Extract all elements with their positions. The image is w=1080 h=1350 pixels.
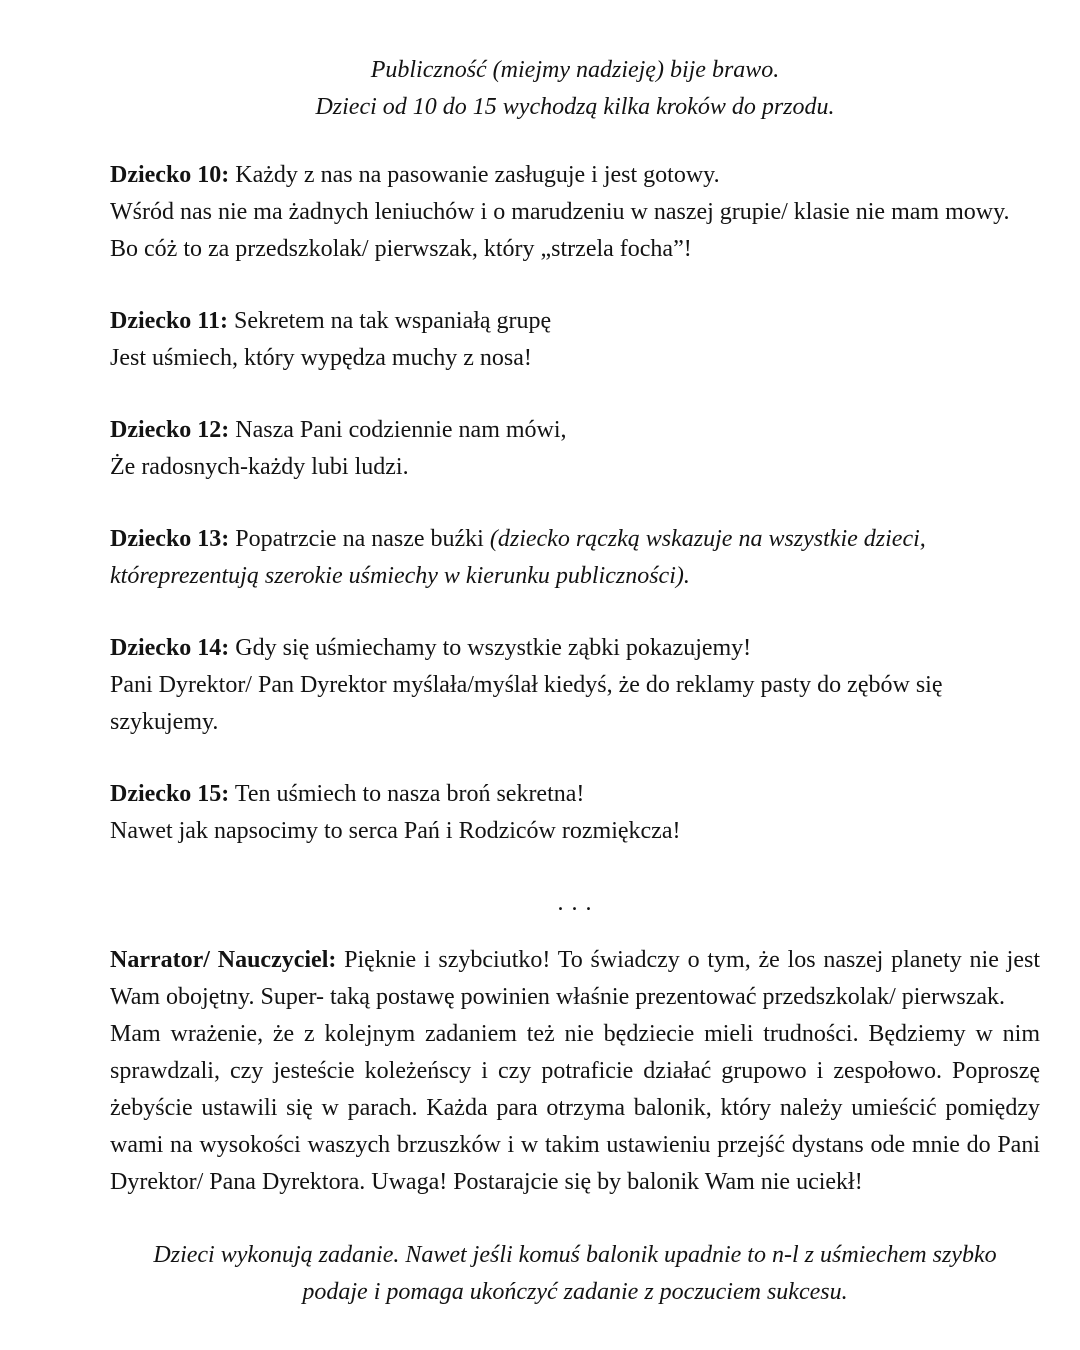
stage-direction-bottom: Dzieci wykonują zadanie. Nawet jeśli komuś balonik upadnie to n-l z uśmiechem szybko podaje i pomaga ukończyć zadanie z poczuciem sukcesu. <box>153 1242 997 1305</box>
narrator-paragraph: Mam wrażenie, że z kolejnym zadaniem też nie będziecie mieli trudności. Będziemy w nim sprawdzali, czy jesteście koleżeńscy i czy potraficie działać grupowo i zespołowo. Poproszę żebyście ustawili się w parach. Każda para otrzyma balonik, który należy umieścić pomiędzy wami na wysokości waszych brzuszków i w takim ustawieniu przejść dystans ode mnie do Pani Dyrektor/ Pana Dyrektora. Uwaga! Postarajcie się by balonik Wam nie uciekł! <box>110 1021 1040 1195</box>
speaker-label: Dziecko 11: <box>110 308 228 334</box>
speaker-label: Narrator/ Nauczyciel: <box>110 947 337 973</box>
speaker-label: Dziecko 13: <box>110 526 230 552</box>
speech-text: Nasza Pani codziennie nam mówi, <box>235 417 567 443</box>
narrator-text: Pięknie i szybciutko! To świadczy o tym, że los naszej planety nie jest Wam obojętny. Super- taką postawę powinien właśnie prezentować przedszkolak/ pierwszak. <box>110 947 1040 1010</box>
speech-line: Nawet jak napsocimy to serca Pań i Rodziców rozmiękcza! <box>110 818 681 844</box>
speech-block-dziecko-14 <box>110 630 1040 741</box>
speaker-label: Dziecko 14: <box>110 635 230 661</box>
speech-line <box>110 776 1040 813</box>
narrator-paragraph <box>110 942 1040 1016</box>
speech-block-dziecko-12 <box>110 412 1040 486</box>
stage-direction-line: Publiczność (miejmy nadzieję) bije brawo. <box>370 57 780 83</box>
speech-block-dziecko-10 <box>110 157 1040 268</box>
speech-line <box>110 630 1040 667</box>
speech-line <box>110 157 1040 194</box>
speech-text: Popatrzcie na nasze buźki <box>235 526 484 552</box>
speech-line: Bo cóż to za przedszkolak/ pierwszak, który „strzela focha”! <box>110 236 692 262</box>
speech-text: Sekretem na tak wspaniałą grupę <box>233 308 552 334</box>
speech-line <box>110 412 1040 449</box>
speech-line: Jest uśmiech, który wypędza muchy z nosa! <box>110 345 532 371</box>
speaker-label: Dziecko 10: <box>110 162 230 188</box>
speech-text: Gdy się uśmiechamy to wszystkie ząbki pokazujemy! <box>235 635 752 661</box>
speech-block-dziecko-11 <box>110 303 1040 377</box>
section-separator-dots: . . . <box>557 890 593 916</box>
speech-block-dziecko-13 <box>110 521 1040 595</box>
stage-direction-line: Dzieci od 10 do 15 wychodzą kilka kroków do przodu. <box>315 94 835 120</box>
narrator-block <box>110 942 1040 1201</box>
speaker-label: Dziecko 12: <box>110 417 230 443</box>
stage-direction-top <box>110 52 1040 126</box>
speech-text: Każdy z nas na pasowanie zasługuje i jest gotowy. <box>235 162 720 188</box>
speech-line: Wśród nas nie ma żadnych leniuchów i o marudzeniu w naszej grupie/ klasie nie mam mowy. <box>110 199 1010 225</box>
speech-line <box>110 303 1040 340</box>
inline-stage-note: (dziecko rączką wskazuje na wszystkie dzieci, któreprezentują szerokie uśmiechy w kierunku publiczności). <box>110 526 926 589</box>
speech-line: Że radosnych-każdy lubi ludzi. <box>110 454 409 480</box>
speech-text: Ten uśmiech to nasza broń sekretna! <box>234 781 585 807</box>
speech-line: Pani Dyrektor/ Pan Dyrektor myślała/myślał kiedyś, że do reklamy pasty do zębów się szykujemy. <box>110 672 943 735</box>
speech-block-dziecko-15 <box>110 776 1040 850</box>
speaker-label: Dziecko 15: <box>110 781 230 807</box>
